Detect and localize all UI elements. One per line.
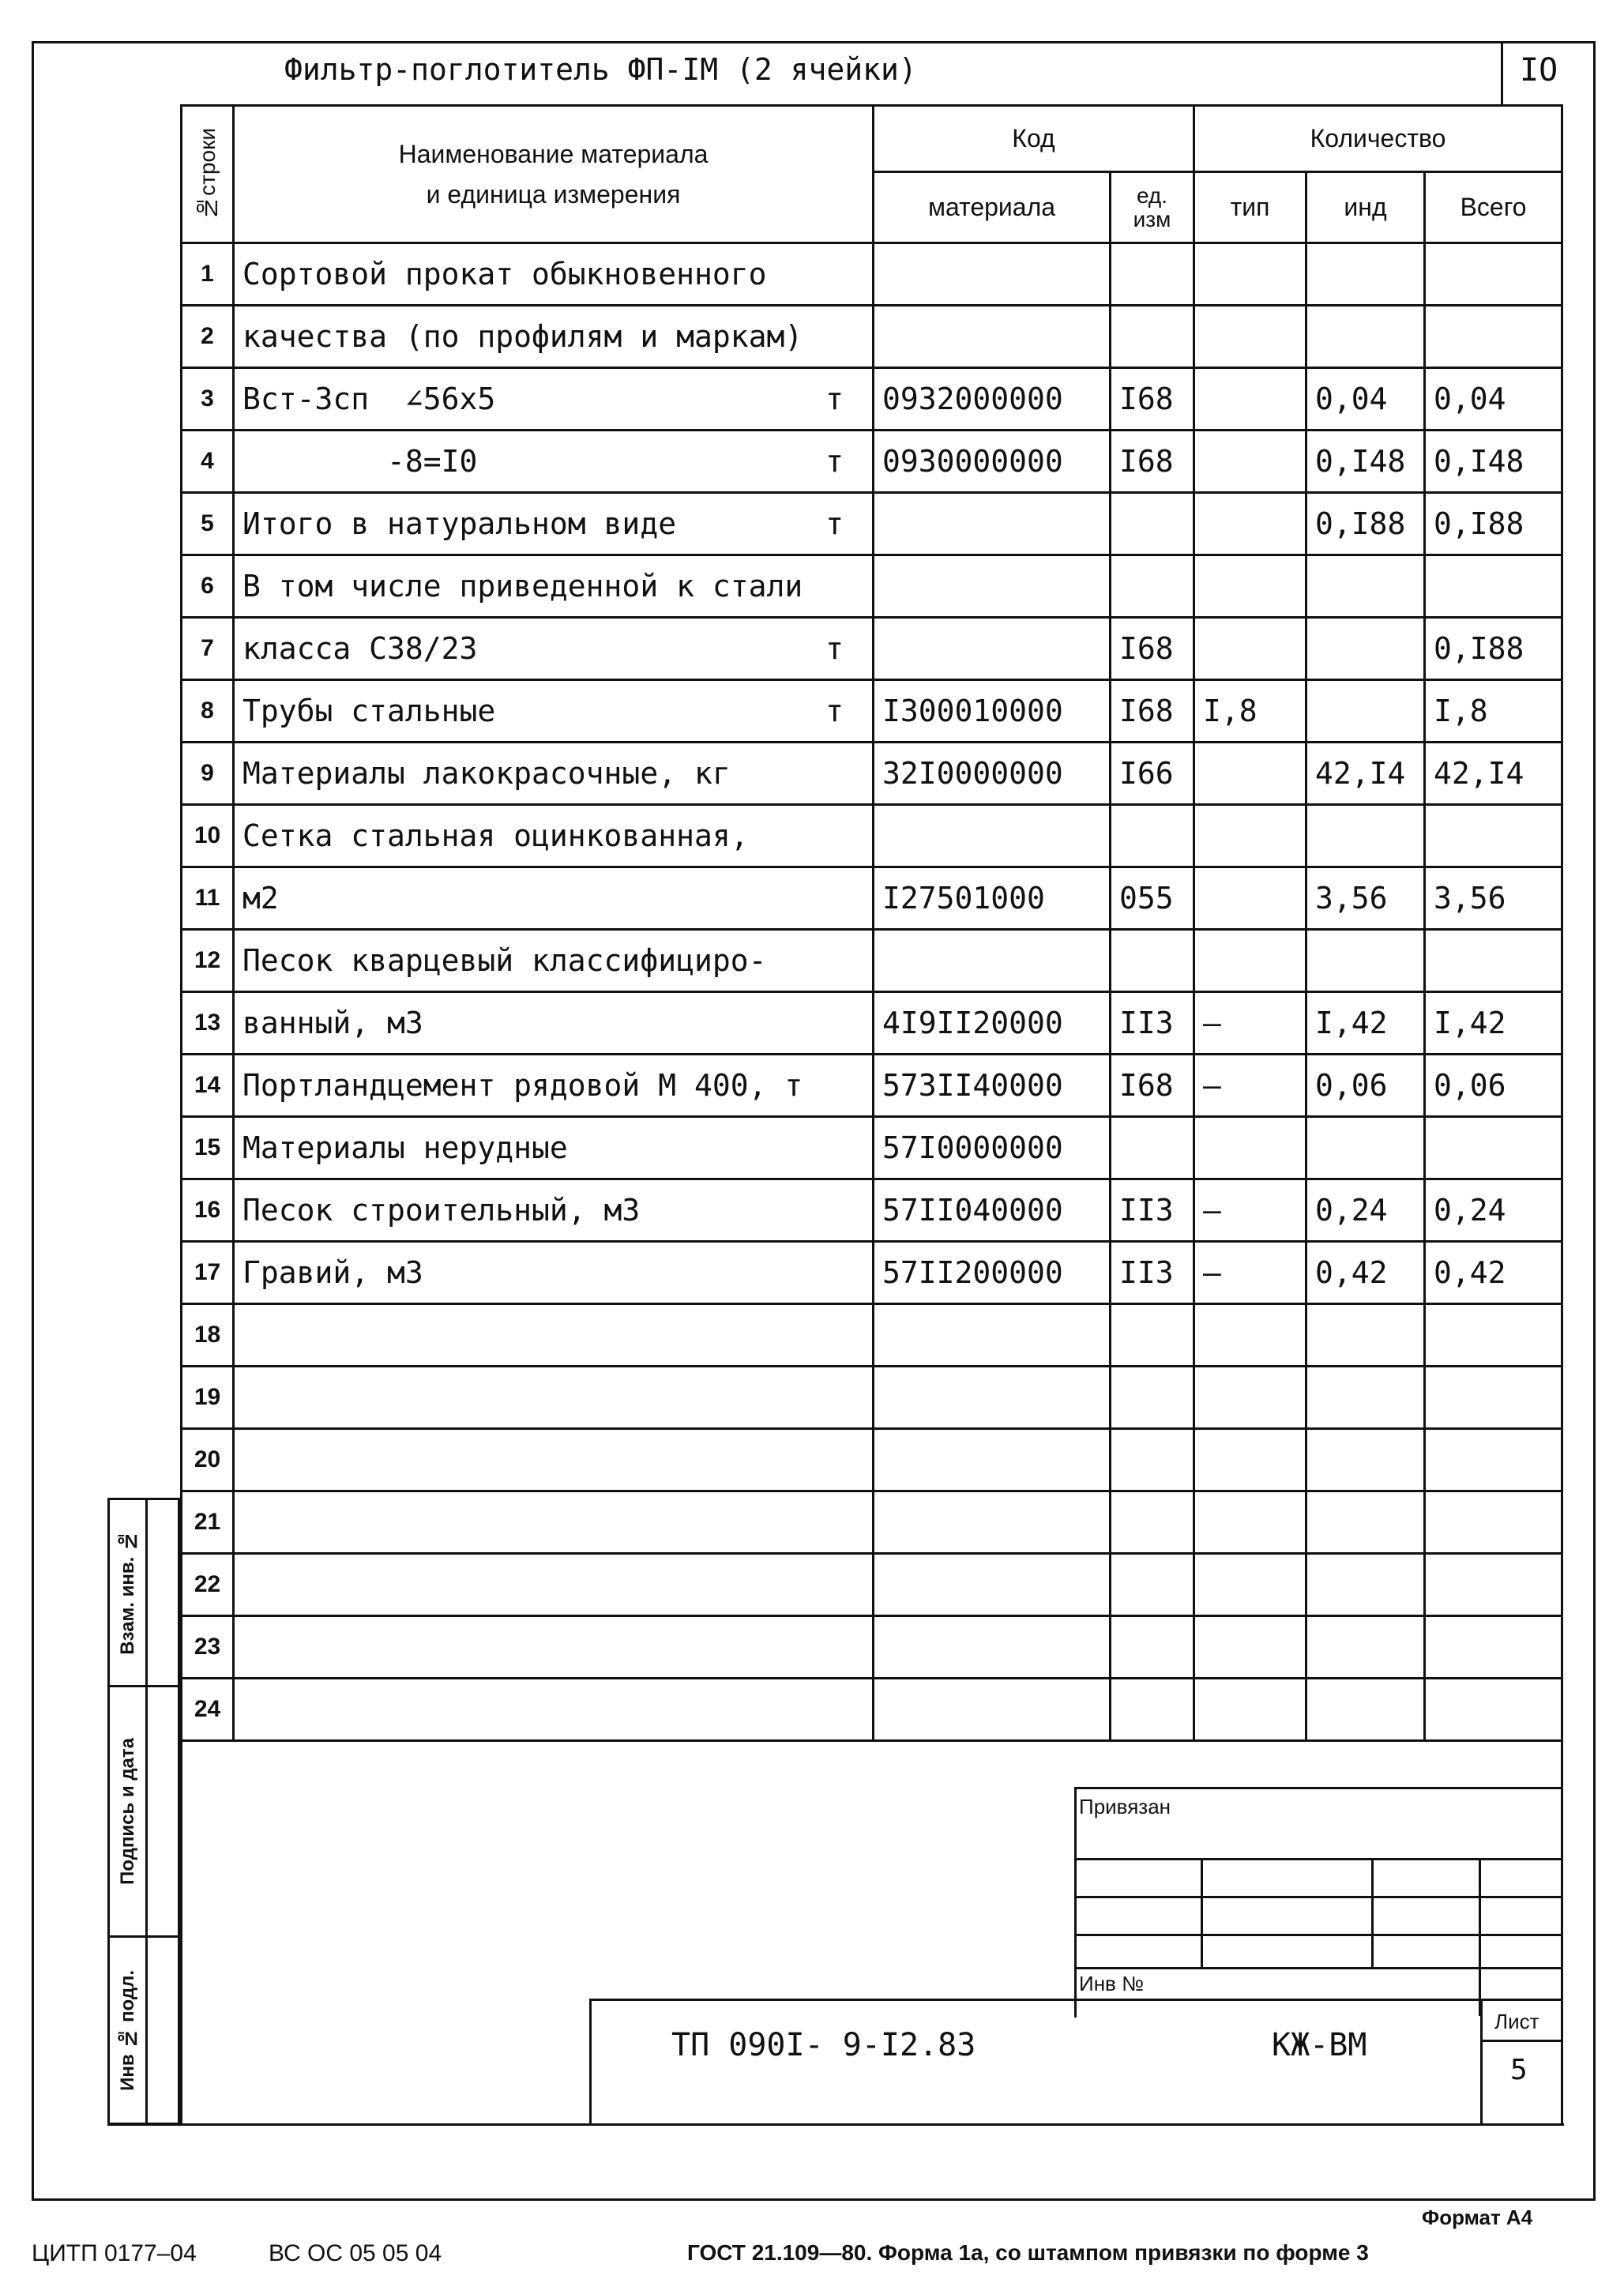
qty-total [1425,1429,1562,1491]
row-number: 7 [182,618,234,680]
qty-total: 42,I4 [1425,743,1562,805]
stamp-line-3 [1074,1934,1561,1936]
material-name-text: Вст-3сп ∠56х5 [242,382,496,416]
qty-total [1425,243,1562,306]
qty-ind [1306,1616,1425,1679]
unit-code [1111,306,1194,368]
table-row [182,1491,1562,1554]
margin-podpis-data-label: Подпись и дата [116,1738,138,1885]
stamp-vline-2 [1371,1858,1374,1967]
qty-typ [1194,1117,1306,1179]
margin-inv-podl-label: Инв № подл. [116,1969,138,2091]
material-unit-text: т [825,444,844,479]
lower-bottom-border [107,2123,1564,2126]
unit-code: 055 [1111,867,1194,930]
row-number: 23 [182,1616,234,1679]
page-title: Фильтр-поглотитель ФП-IM (2 ячейки) [284,52,917,87]
material-name [234,368,874,431]
unit-code [1111,493,1194,555]
row-number: 15 [182,1117,234,1179]
qty-total [1425,1304,1562,1367]
qty-ind: 0,06 [1306,1055,1425,1117]
qty-total: 0,42 [1425,1242,1562,1304]
qty-ind [1306,1679,1425,1741]
material-name [234,1304,874,1367]
qty-total: I,8 [1425,680,1562,743]
unit-code: I68 [1111,680,1194,743]
unit-code [1111,805,1194,867]
unit-code: I68 [1111,368,1194,431]
row-number: 17 [182,1242,234,1304]
table-row [182,743,1562,805]
material-code [874,493,1111,555]
footer-mid-code: ВС ОС 05 05 04 [269,2240,442,2266]
material-name [234,1179,874,1242]
stamp-privyazan-top [1074,1787,1561,1789]
material-name [234,1429,874,1491]
row-number: 8 [182,680,234,743]
qty-ind [1306,1554,1425,1616]
table-row [182,1616,1562,1679]
unit-code [1111,1679,1194,1741]
qty-typ: – [1194,1179,1306,1242]
table-row [182,618,1562,680]
qty-ind [1306,1304,1425,1367]
material-name-text: ванный, м3 [242,1006,423,1040]
material-code: I300010000 [874,680,1111,743]
material-name [234,555,874,618]
list-number: 5 [1510,2054,1528,2086]
material-name [234,867,874,930]
unit-code [1111,555,1194,618]
table-row [182,1679,1562,1741]
material-unit-text: т [825,631,844,666]
material-name [234,243,874,306]
material-code: 4I9II20000 [874,992,1111,1055]
format-label: Формат А4 [1422,2206,1533,2229]
material-unit-text: т [825,382,844,416]
qty-total: I,42 [1425,992,1562,1055]
material-name [234,992,874,1055]
material-name [234,493,874,555]
qty-total [1425,930,1562,992]
header-material-code: материала [874,172,1111,243]
stamp-vline-3 [1479,1858,1481,2016]
titleblock-list-divider [1480,2040,1561,2042]
material-name-text: Материалы нерудные [242,1130,568,1165]
qty-ind: 42,I4 [1306,743,1425,805]
qty-typ [1194,743,1306,805]
footer-left-code: ЦИТП 0177–04 [32,2240,197,2266]
row-number: 12 [182,930,234,992]
material-name [234,680,874,743]
qty-ind [1306,1491,1425,1554]
qty-typ [1194,1367,1306,1429]
material-name [234,1491,874,1554]
header-name-line2: и единица измерения [426,179,681,209]
material-name-text: Итого в натуральном виде [242,506,677,541]
unit-code: II3 [1111,992,1194,1055]
qty-ind [1306,243,1425,306]
margin-podpis-data [107,1685,180,1938]
material-name-text: Сетка стальная оцинкованная, [242,818,749,853]
row-number: 13 [182,992,234,1055]
material-code [874,1616,1111,1679]
unit-code: I68 [1111,431,1194,493]
table-row [182,1242,1562,1304]
table-row [182,431,1562,493]
header-code: Код [874,106,1194,172]
unit-code [1111,1367,1194,1429]
qty-typ [1194,1616,1306,1679]
material-code: I27501000 [874,867,1111,930]
qty-total [1425,1367,1562,1429]
qty-typ [1194,555,1306,618]
qty-typ [1194,1679,1306,1741]
unit-code [1111,930,1194,992]
qty-ind [1306,555,1425,618]
qty-ind: 3,56 [1306,867,1425,930]
material-code [874,1679,1111,1741]
qty-total [1425,306,1562,368]
material-name [234,431,874,493]
table-row [182,805,1562,867]
unit-code [1111,243,1194,306]
materials-table [180,104,1563,1742]
header-material-name [234,106,874,243]
row-number: 14 [182,1055,234,1117]
material-name-text: класса С38/23 [242,631,478,666]
material-name-text: Материалы лакокрасочные, кг [242,756,731,791]
row-number: 11 [182,867,234,930]
stamp-line-4 [1074,1967,1561,1969]
table-row [182,992,1562,1055]
unit-code: I66 [1111,743,1194,805]
qty-typ [1194,1491,1306,1554]
table-row [182,1117,1562,1179]
material-code: 57II200000 [874,1242,1111,1304]
qty-total [1425,1117,1562,1179]
stamp-inv-label: Инв № [1079,1972,1144,1995]
material-name-text: Сортовой прокат обыкновенного [242,257,767,291]
table-row [182,1367,1562,1429]
material-name-text: В том числе приведенной к стали [242,569,803,604]
row-number: 9 [182,743,234,805]
material-code [874,555,1111,618]
qty-total [1425,805,1562,867]
material-name [234,1616,874,1679]
stamp-line-1 [1074,1858,1561,1860]
footer-gost: ГОСТ 21.109—80. Форма 1а, со штампом привязки по форме 3 [687,2240,1369,2265]
header-unit: ед. изм [1111,172,1194,243]
qty-total: 3,56 [1425,867,1562,930]
margin-inv-podl [107,1935,180,2125]
qty-typ: – [1194,1242,1306,1304]
material-unit-text: т [825,694,844,728]
lower-right-border [1561,1659,1563,2125]
row-number: 20 [182,1429,234,1491]
doc-mark: КЖ-ВМ [1272,2027,1367,2063]
material-code [874,306,1111,368]
qty-typ [1194,930,1306,992]
material-name [234,1242,874,1304]
table-row [182,493,1562,555]
row-number: 21 [182,1491,234,1554]
qty-total: 0,04 [1425,368,1562,431]
qty-typ [1194,805,1306,867]
row-number: 18 [182,1304,234,1367]
qty-total [1425,1554,1562,1616]
material-code [874,805,1111,867]
material-code: 0932000000 [874,368,1111,431]
qty-total [1425,1679,1562,1741]
material-name-text: м2 [242,881,279,916]
material-code [874,618,1111,680]
qty-total [1425,555,1562,618]
table-row [182,867,1562,930]
unit-code: II3 [1111,1179,1194,1242]
unit-code [1111,1429,1194,1491]
row-number: 4 [182,431,234,493]
material-name [234,1055,874,1117]
material-code: 0930000000 [874,431,1111,493]
unit-code [1111,1491,1194,1554]
qty-total: 0,24 [1425,1179,1562,1242]
material-name-text: Трубы стальные [242,694,496,728]
qty-ind [1306,1429,1425,1491]
material-name-text: Портландцемент рядовой М 400, т [242,1068,803,1103]
row-number: 16 [182,1179,234,1242]
qty-ind [1306,930,1425,992]
qty-ind [1306,805,1425,867]
unit-code [1111,1304,1194,1367]
qty-total: 0,06 [1425,1055,1562,1117]
unit-code: II3 [1111,1242,1194,1304]
stamp-line-2 [1074,1896,1561,1898]
table-row [182,243,1562,306]
table-row [182,555,1562,618]
header-name-line1: Наименование материала [398,139,709,168]
material-code [874,1304,1111,1367]
header-row-1 [182,106,1562,172]
row-number: 19 [182,1367,234,1429]
material-code: 57I0000000 [874,1117,1111,1179]
header-typ: тип [1194,172,1306,243]
row-number: 3 [182,368,234,431]
margin-vzam-inv-label: Взам. инв. № [116,1530,138,1655]
qty-typ: – [1194,992,1306,1055]
material-code [874,1491,1111,1554]
qty-ind: 0,I88 [1306,493,1425,555]
titleblock-top [589,1999,1561,2001]
qty-ind [1306,1117,1425,1179]
table-row [182,1304,1562,1367]
qty-ind [1306,618,1425,680]
qty-total: 0,I88 [1425,618,1562,680]
material-name [234,1367,874,1429]
table-row [182,680,1562,743]
material-name [234,805,874,867]
sheet-number: IO [1520,52,1558,88]
qty-typ [1194,618,1306,680]
qty-ind [1306,680,1425,743]
material-name-text: качества (по профилям и маркам) [242,319,803,354]
qty-typ [1194,431,1306,493]
table-row [182,1429,1562,1491]
qty-ind [1306,306,1425,368]
header-row-number: №строки [182,106,234,243]
qty-total [1425,1491,1562,1554]
qty-typ [1194,306,1306,368]
unit-code: I68 [1111,1055,1194,1117]
row-number: 22 [182,1554,234,1616]
row-number: 1 [182,243,234,306]
stamp-privyazan-left [1074,1787,1077,2018]
qty-typ [1194,1429,1306,1491]
material-code [874,243,1111,306]
material-name [234,306,874,368]
qty-ind: I,42 [1306,992,1425,1055]
table-row [182,368,1562,431]
stamp-vline-1 [1201,1858,1203,1967]
qty-ind: 0,24 [1306,1179,1425,1242]
material-name [234,930,874,992]
qty-total: 0,I88 [1425,493,1562,555]
material-code: 573II40000 [874,1055,1111,1117]
material-unit-text: т [825,506,844,541]
titleblock-list-left [1480,1999,1483,2125]
header-total: Всего [1425,172,1562,243]
qty-ind: 0,42 [1306,1242,1425,1304]
material-name [234,618,874,680]
qty-typ: – [1194,1055,1306,1117]
unit-code: I68 [1111,618,1194,680]
table-row [182,1179,1562,1242]
qty-typ [1194,1554,1306,1616]
qty-typ [1194,493,1306,555]
qty-total: 0,I48 [1425,431,1562,493]
table-row [182,1055,1562,1117]
unit-code [1111,1554,1194,1616]
material-name-text: Песок строительный, м3 [242,1193,641,1228]
qty-typ [1194,243,1306,306]
lower-left-border [180,1659,182,2125]
qty-ind: 0,04 [1306,368,1425,431]
material-code: 57II040000 [874,1179,1111,1242]
titleblock-left [589,1999,592,2125]
material-code [874,1554,1111,1616]
qty-total [1425,1616,1562,1679]
qty-ind [1306,1367,1425,1429]
qty-ind: 0,I48 [1306,431,1425,493]
material-code: 32I0000000 [874,743,1111,805]
qty-typ [1194,368,1306,431]
material-name-text: Гравий, м3 [242,1255,423,1290]
doc-code: ТП 090I- 9-I2.83 [671,2027,976,2063]
stamp-privyazan-label: Привязан [1079,1795,1171,1818]
row-number: 24 [182,1679,234,1741]
row-number: 2 [182,306,234,368]
qty-typ [1194,1304,1306,1367]
material-code [874,1367,1111,1429]
material-name [234,1554,874,1616]
table-row [182,1554,1562,1616]
row-number: 5 [182,493,234,555]
list-label: Лист [1494,2010,1539,2033]
material-code [874,1429,1111,1491]
table-row [182,930,1562,992]
qty-typ [1194,867,1306,930]
material-name [234,743,874,805]
header-quantity: Количество [1194,106,1562,172]
material-name [234,1117,874,1179]
margin-vzam-inv [107,1498,180,1687]
row-number: 10 [182,805,234,867]
material-name-text: -8=I0 [242,444,478,479]
row-number: 6 [182,555,234,618]
table-row [182,306,1562,368]
unit-code [1111,1117,1194,1179]
header-ind: инд [1306,172,1425,243]
material-name-text: Песок кварцевый классифициро- [242,943,767,978]
material-code [874,930,1111,992]
material-name [234,1679,874,1741]
qty-typ: I,8 [1194,680,1306,743]
unit-code [1111,1616,1194,1679]
